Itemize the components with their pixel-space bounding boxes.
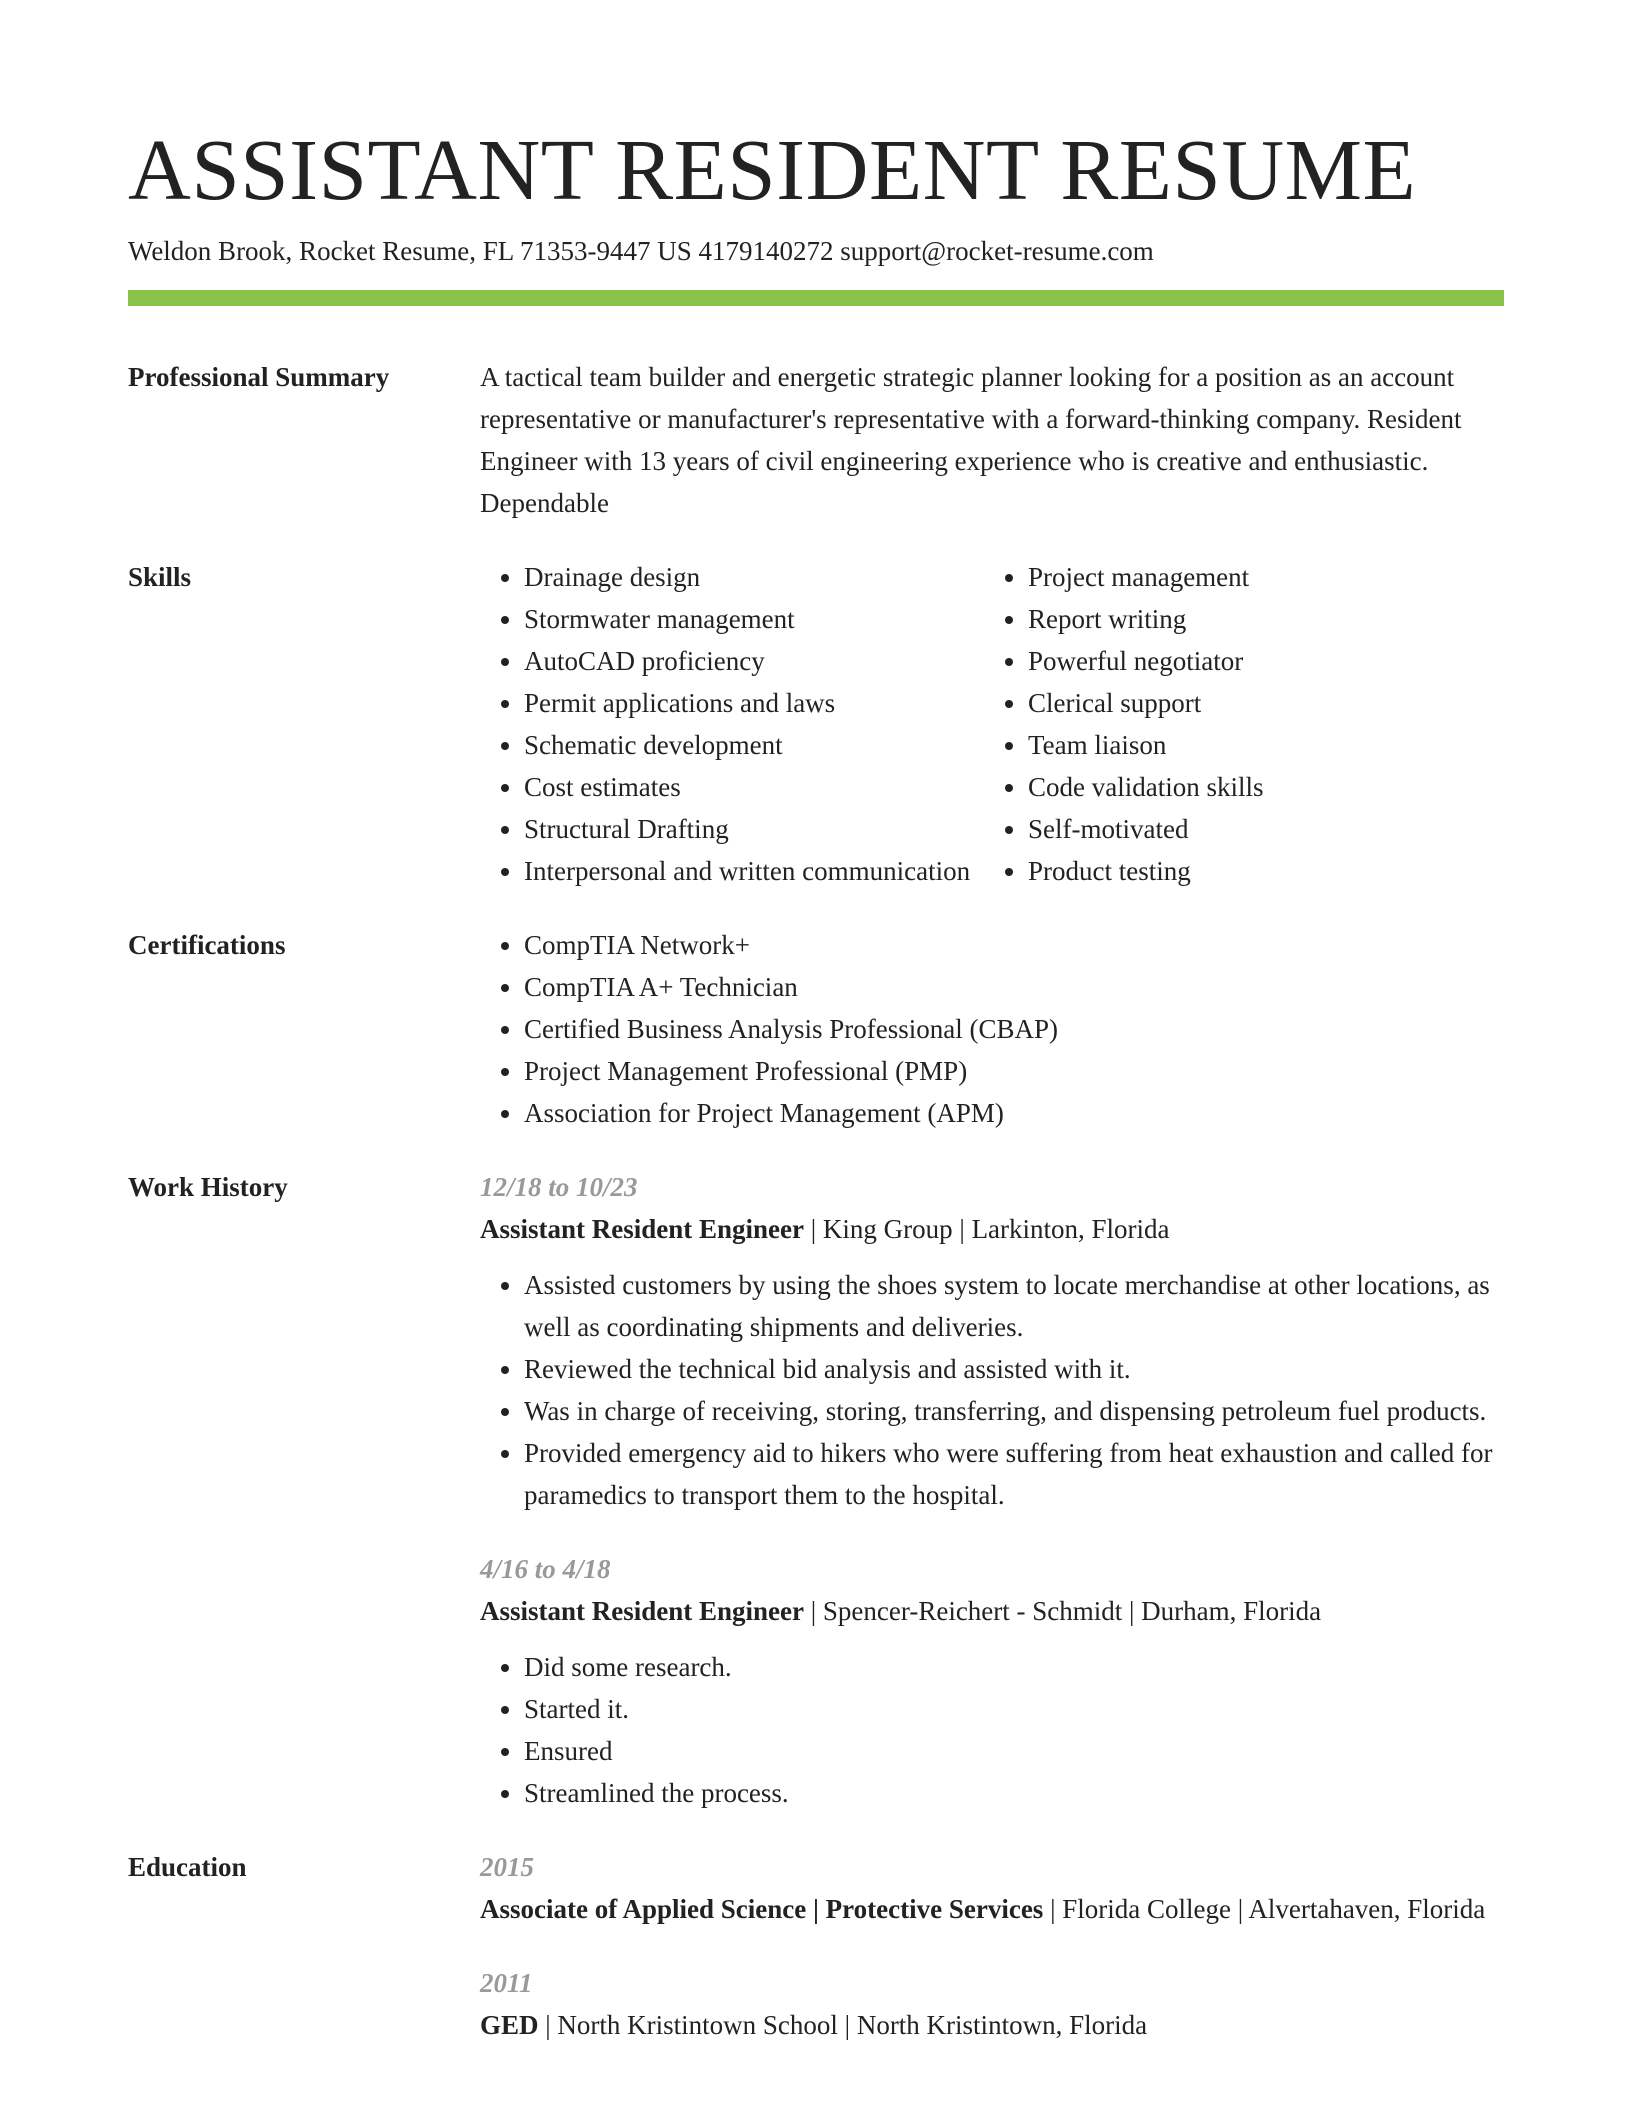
education-year: 2015 (480, 1852, 534, 1882)
job-bullet: • Streamlined the process. (524, 1772, 1504, 1814)
skill-item: • Interpersonal and written communication (524, 850, 984, 892)
summary-section (128, 356, 1504, 524)
job-dates: 12/18 to 10/23 (480, 1172, 638, 1202)
education-entry (480, 1962, 1504, 2046)
job-bullet: • Was in charge of receiving, storing, transferring, and dispensing petroleum fuel products. (524, 1390, 1504, 1432)
skill-item: • Powerful negotiator (1028, 640, 1264, 682)
certification-item: • Project Management Professional (PMP) (524, 1050, 1504, 1092)
job-details: | Spencer-Reichert - Schmidt | Durham, Florida (804, 1596, 1322, 1626)
job-bullet: • Started it. (524, 1688, 1504, 1730)
job-bullet: • Reviewed the technical bid analysis and assisted with it. (524, 1348, 1504, 1390)
skill-item: • AutoCAD proficiency (524, 640, 984, 682)
certifications-list (480, 924, 1504, 1134)
education-section (128, 1846, 1504, 2046)
skill-item: • Permit applications and laws (524, 682, 984, 724)
job-role-line (480, 1208, 1504, 1250)
certification-item: • CompTIA Network+ (524, 924, 1504, 966)
job-details: | King Group | Larkinton, Florida (804, 1214, 1170, 1244)
certifications-body (480, 924, 1504, 1134)
job-title: Assistant Resident Engineer (480, 1214, 805, 1244)
skill-item: • Project management (1028, 556, 1264, 598)
skill-item: • Clerical support (1028, 682, 1264, 724)
education-label: Education (128, 1852, 247, 1882)
work-history-label: Work History (128, 1172, 288, 1202)
education-details: | North Kristintown School | North Kristintown, Florida (538, 2010, 1148, 2040)
contact-line: Weldon Brook, Rocket Resume, FL 71353-9447 US 4179140272 support@rocket-resume.com (128, 236, 1154, 266)
education-degree: Associate of Applied Science | Protective Services (480, 1894, 1044, 1924)
job-entry (480, 1548, 1504, 1814)
certifications-section (128, 924, 1504, 1134)
skill-item: • Report writing (1028, 598, 1264, 640)
job-title: Assistant Resident Engineer (480, 1596, 805, 1626)
skill-item: • Structural Drafting (524, 808, 984, 850)
skill-item: • Drainage design (524, 556, 984, 598)
skills-label: Skills (128, 562, 192, 592)
skill-item: • Team liaison (1028, 724, 1264, 766)
certification-item: • CompTIA A+ Technician (524, 966, 1504, 1008)
job-bullets (480, 1264, 1504, 1516)
skill-item: • Cost estimates (524, 766, 984, 808)
skills-columns (480, 556, 1504, 892)
certification-item: • Certified Business Analysis Professional (CBAP) (524, 1008, 1504, 1050)
job-bullet: • Did some research. (524, 1646, 1504, 1688)
certification-item: • Association for Project Management (APM) (524, 1092, 1504, 1134)
education-degree: GED (480, 2010, 539, 2040)
resume-title: ASSISTANT RESIDENT RESUME (128, 121, 1417, 218)
skill-item: • Product testing (1028, 850, 1264, 892)
job-dates: 4/16 to 4/18 (480, 1554, 611, 1584)
education-year: 2011 (480, 1968, 533, 1998)
skill-item: • Stormwater management (524, 598, 984, 640)
job-role-line (480, 1590, 1504, 1632)
job-bullet: • Assisted customers by using the shoes system to locate merchandise at other locations, as well as coordinating shipments and deliveries. (524, 1264, 1504, 1348)
skill-item: • Schematic development (524, 724, 984, 766)
skill-item: • Self-motivated (1028, 808, 1264, 850)
skills-list-left (480, 556, 984, 892)
job-bullets (480, 1646, 1504, 1814)
education-details: | Florida College | Alvertahaven, Florida (1043, 1894, 1486, 1924)
job-bullet: • Provided emergency aid to hikers who were suffering from heat exhaustion and called for paramedics to transport them to the hospital. (524, 1432, 1504, 1516)
work-history-body (480, 1166, 1504, 1814)
education-line (480, 1888, 1504, 1930)
resume-page (128, 120, 1504, 2046)
skills-list-right (984, 556, 1264, 892)
job-entry (480, 1166, 1504, 1516)
skills-section (128, 556, 1504, 892)
skill-item: • Code validation skills (1028, 766, 1264, 808)
work-history-section (128, 1166, 1504, 1814)
summary-text: A tactical team builder and energetic strategic planner looking for a position as an account representative or manufacturer's representative with a forward-thinking company. Resident Engineer with 13 years of civil engineering experience who is creative and enthusiastic. Dependable (480, 362, 1462, 518)
education-line (480, 2004, 1504, 2046)
accent-divider (128, 290, 1504, 306)
job-bullet: • Ensured (524, 1730, 1504, 1772)
education-body (480, 1846, 1504, 2046)
summary-label: Professional Summary (128, 362, 390, 392)
certifications-label: Certifications (128, 930, 286, 960)
education-entry (480, 1846, 1504, 1930)
